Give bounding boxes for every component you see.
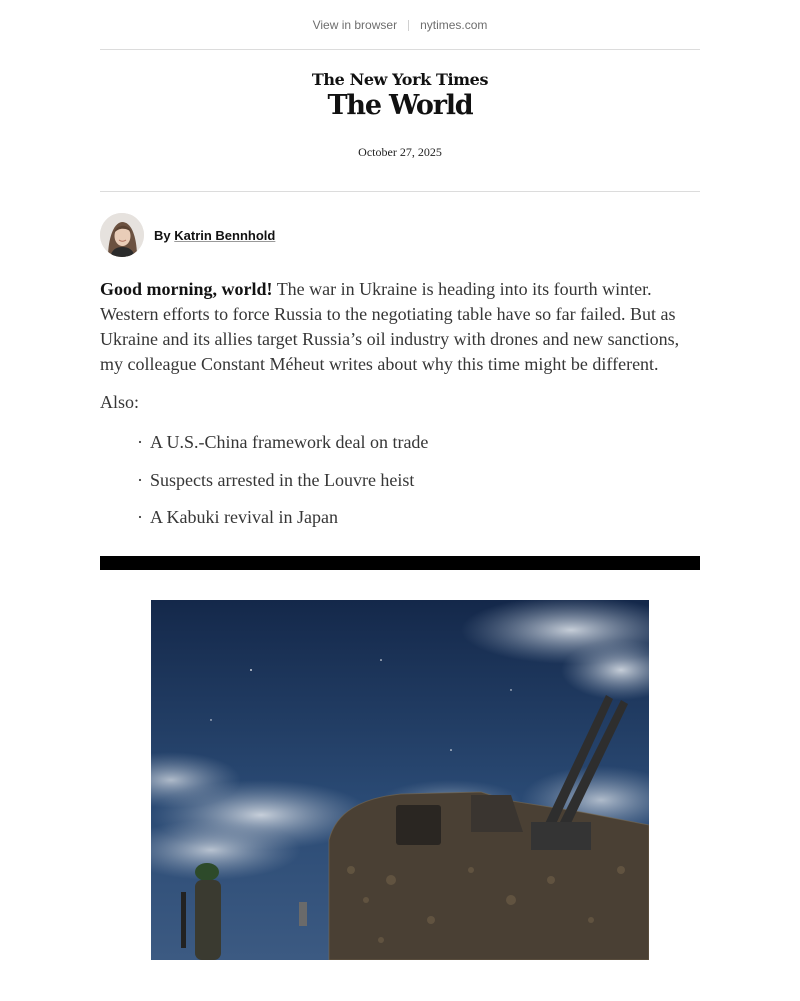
top-links bbox=[100, 1, 700, 49]
masthead-divider bbox=[100, 191, 700, 192]
author-link[interactable]: Katrin Bennhold bbox=[174, 227, 276, 243]
list-item: · A Kabuki revival in Japan bbox=[137, 505, 700, 530]
intro-greeting: Good morning, world! bbox=[100, 279, 273, 299]
also-label: Also: bbox=[100, 392, 140, 412]
intro-body: The war in Ukraine is heading into its fourth winter. Western efforts to force Russia to the negotiating table have so far failed. But as Ukraine and its allies target Russia’s oil industry with drones and new sanctions, my colleague Constant Méheut writes about why this time might be different. bbox=[100, 279, 680, 374]
soldiers-anti-aircraft-gun-image bbox=[151, 600, 649, 960]
headline-list bbox=[137, 430, 700, 530]
nyt-logo[interactable]: The New York Times bbox=[311, 70, 489, 89]
link-separator bbox=[408, 20, 409, 31]
byline-text bbox=[154, 228, 275, 243]
newsletter-title: The World bbox=[327, 90, 473, 121]
list-item: · Suspects arrested in the Louvre heist bbox=[137, 468, 700, 493]
newsletter-container bbox=[100, 1, 700, 960]
list-item: · A U.S.-China framework deal on trade bbox=[137, 430, 700, 455]
section-bar bbox=[100, 556, 700, 570]
issue-date: October 27, 2025 bbox=[358, 145, 442, 159]
view-in-browser-link[interactable]: View in browser bbox=[312, 18, 398, 32]
author-avatar bbox=[100, 213, 144, 257]
byline-prefix: By bbox=[154, 227, 171, 243]
intro-paragraph bbox=[100, 277, 700, 377]
author-portrait-icon bbox=[100, 213, 144, 257]
lead-photo[interactable] bbox=[151, 600, 649, 960]
masthead bbox=[100, 50, 700, 191]
nytimes-link[interactable]: nytimes.com bbox=[420, 18, 488, 32]
byline bbox=[100, 213, 700, 257]
